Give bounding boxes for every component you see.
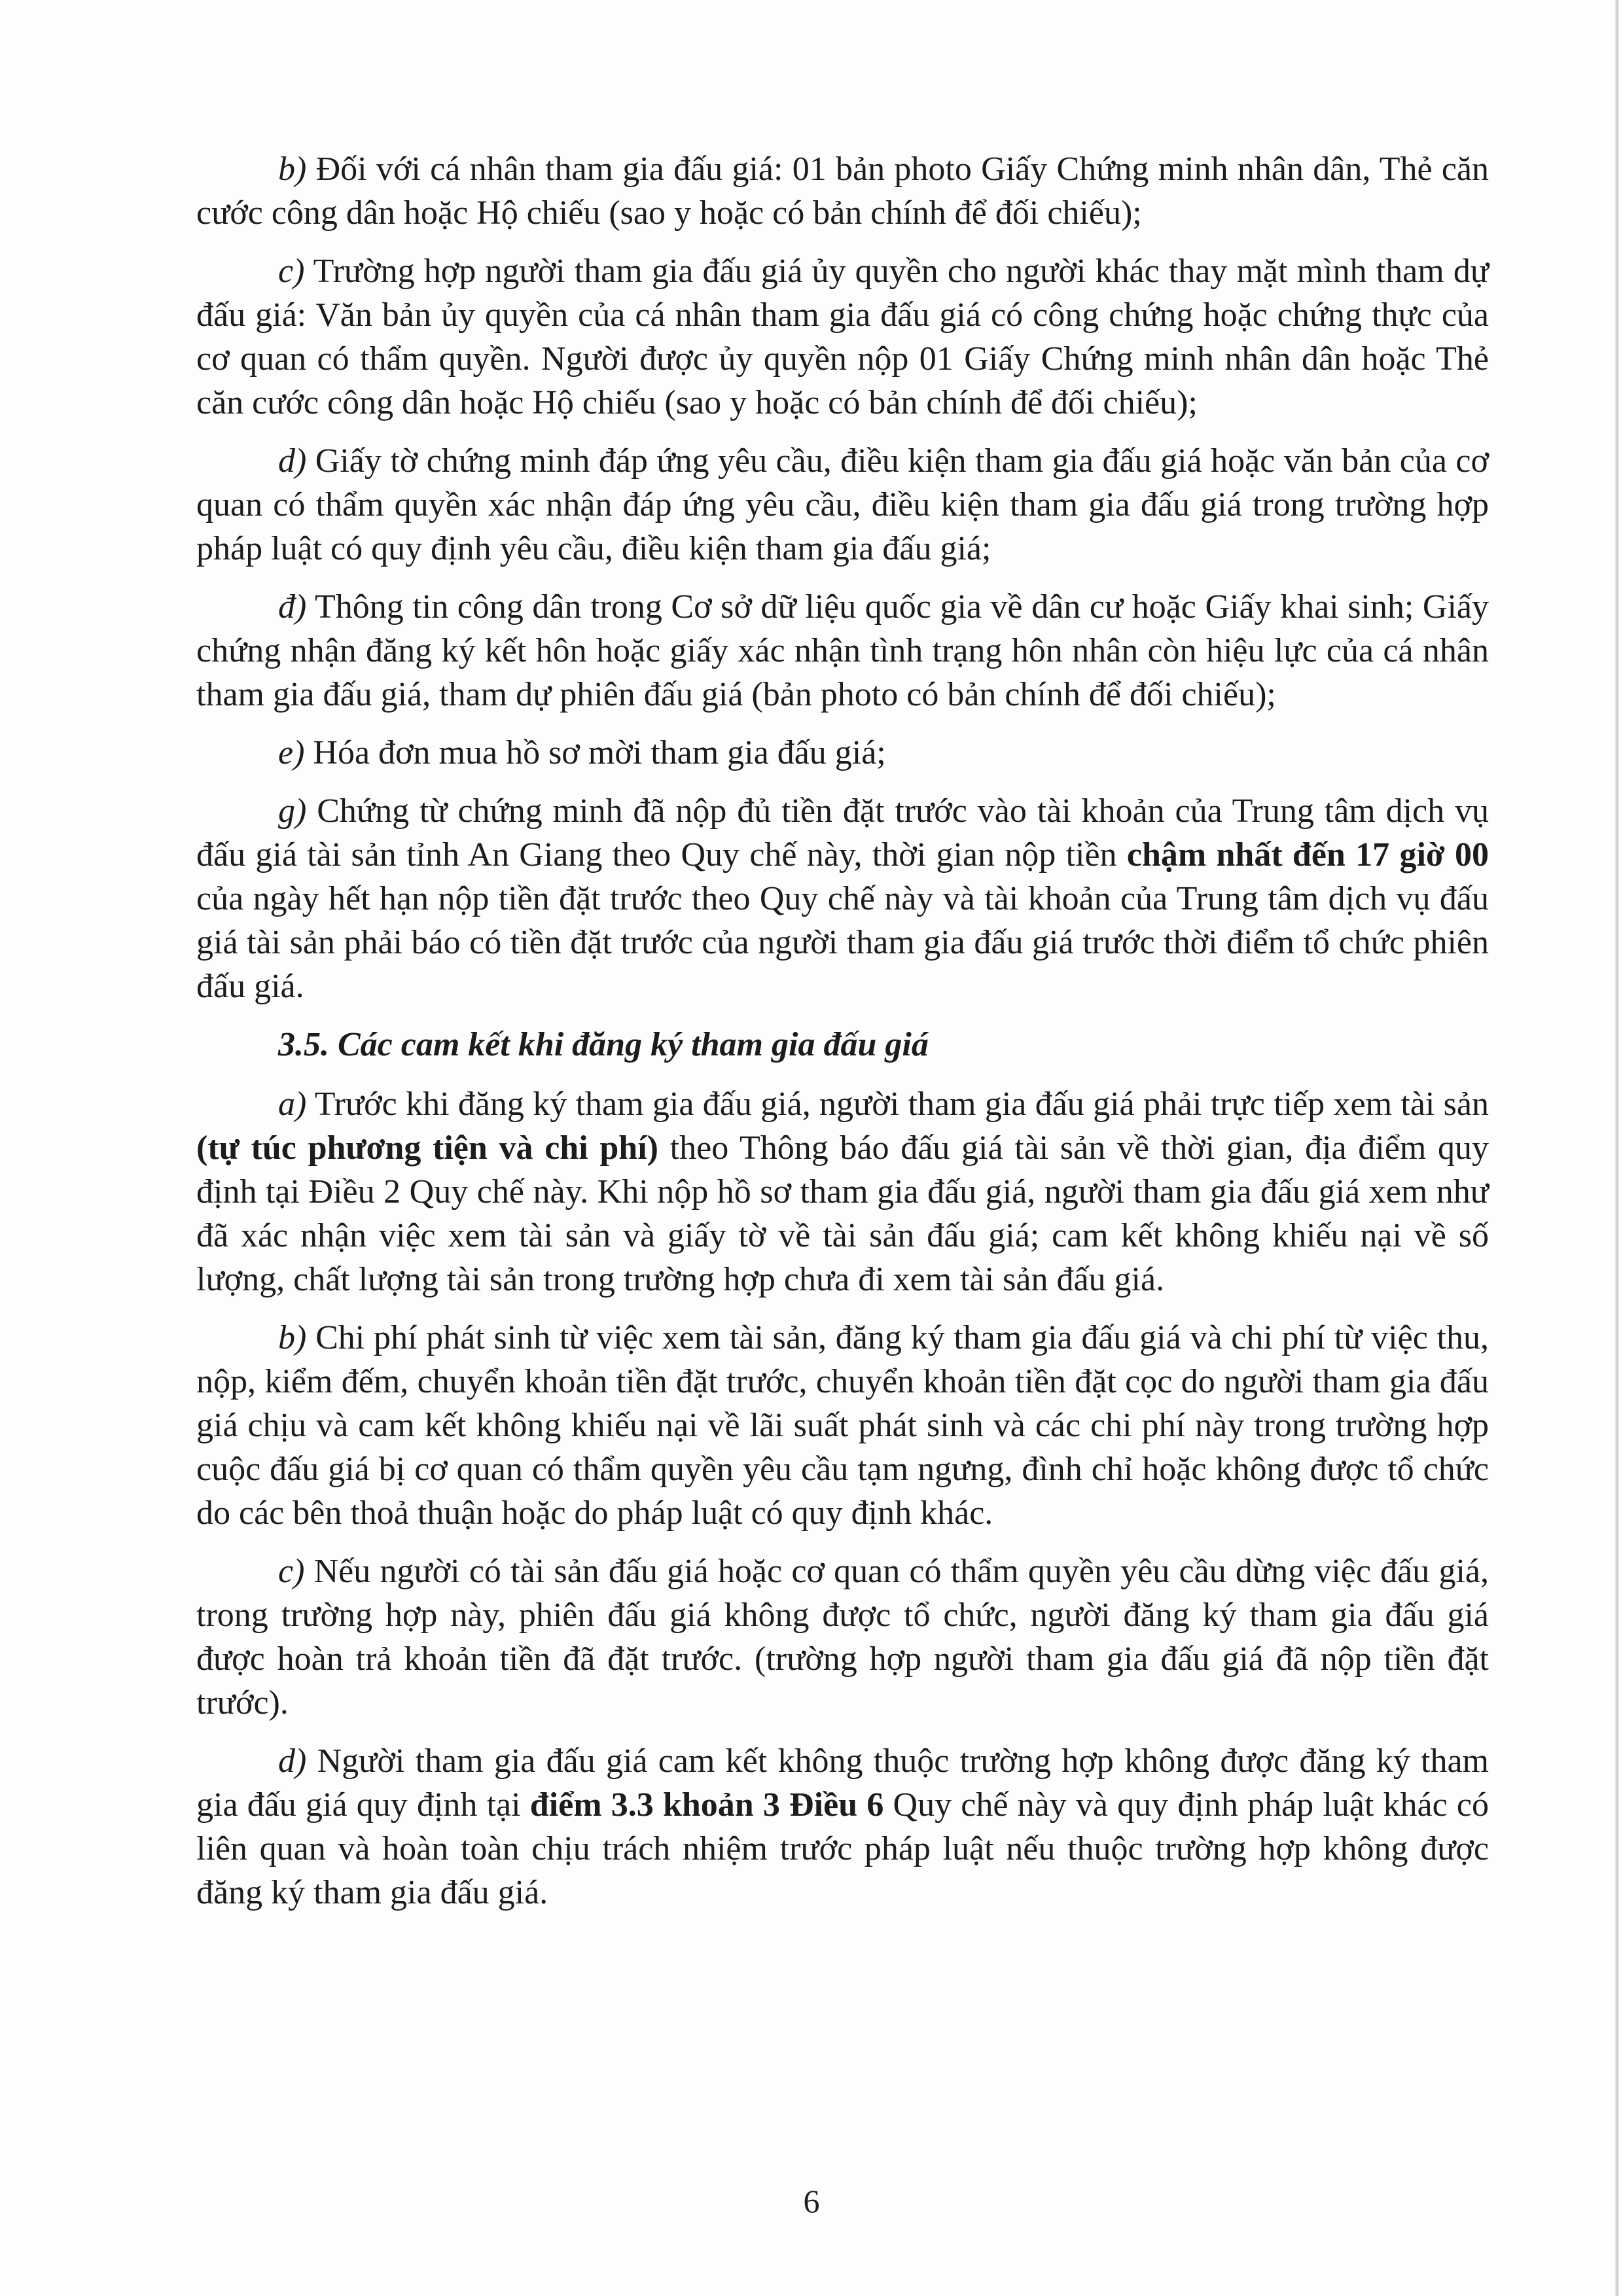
commitment-b-costs — [196, 1316, 1489, 1535]
item-label: d) — [278, 442, 307, 480]
paragraph-text: Chi phí phát sinh từ việc xem tài sản, đăng ký tham gia đấu giá và chi phí từ việc thu, nộp, kiểm đếm, chuyển khoản tiền đặt trước, chuyển khoản tiền đặt cọc do người tham gia đấu giá chịu và cam kết không khiếu nại về lãi suất phát sinh và các chi phí này trong trường hợp cuộc đấu giá bị cơ quan có thẩm quyền yêu cầu tạm ngưng, đình chỉ hoặc không được tổ chức do các bên thoả thuận hoặc do pháp luật có quy định khác. — [196, 1319, 1489, 1532]
item-label: đ) — [278, 588, 307, 626]
paragraph-b-personal-id — [196, 147, 1489, 235]
item-label: b) — [278, 150, 307, 188]
reference-emphasis: điểm 3.3 khoản 3 Điều 6 — [529, 1786, 884, 1824]
paragraph-text: Chứng từ chứng minh đã nộp đủ tiền đặt trước vào tài khoản của Trung tâm dịch vụ đấu giá tài sản tỉnh An Giang theo Quy chế này, thời gian nộp tiền — [196, 792, 1489, 874]
paragraph-c-authorization — [196, 249, 1489, 425]
section-heading-3-5: 3.5. Các cam kết khi đăng ký tham gia đấu giá — [278, 1026, 929, 1063]
self-funded-emphasis: (tự túc phương tiện và chi phí) — [196, 1129, 658, 1167]
item-label: g) — [278, 792, 307, 830]
paragraph-text: Trường hợp người tham gia đấu giá ủy quyền cho người khác thay mặt mình tham dự đấu giá: Văn bản ủy quyền của cá nhân tham gia đấu giá có công chứng hoặc chứng thực của cơ quan có thẩm quyền. Người được ủy quyền nộp 01 Giấy Chứng minh nhân dân hoặc Thẻ căn cước công dân hoặc Hộ chiếu (sao y hoặc có bản chính để đối chiếu); — [196, 253, 1489, 421]
item-label: c) — [278, 253, 305, 290]
commitment-c-auction-stop — [196, 1549, 1489, 1725]
item-label: b) — [278, 1319, 307, 1356]
paragraph-d-eligibility-docs — [196, 439, 1489, 571]
paragraph-text: Thông tin công dân trong Cơ sở dữ liệu quốc gia về dân cư hoặc Giấy khai sinh; Giấy chứng nhận đăng ký kết hôn hoặc giấy xác nhận tình trạng hôn nhân còn hiệu lực của cá nhân tham gia đấu giá, tham dự phiên đấu giá (bản photo có bản chính để đối chiếu); — [196, 588, 1489, 713]
paragraph-text: Đối với cá nhân tham gia đấu giá: 01 bản photo Giấy Chứng minh nhân dân, Thẻ căn cước công dân hoặc Hộ chiếu (sao y hoặc có bản chính để đối chiếu); — [196, 150, 1489, 232]
page-number: 6 — [803, 2183, 820, 2219]
paragraph-dd-citizen-info — [196, 585, 1489, 716]
item-label: a) — [278, 1086, 307, 1123]
item-label: d) — [278, 1742, 307, 1780]
paragraph-text: Hóa đơn mua hồ sơ mời tham gia đấu giá; — [304, 734, 886, 771]
commitment-d-not-excluded — [196, 1739, 1489, 1915]
paragraph-text: của ngày hết hạn nộp tiền đặt trước theo Quy chế này và tài khoản của Trung tâm dịch vụ đấu giá tài sản phải báo có tiền đặt trước của người tham gia đấu giá trước thời điểm tổ chức phiên đấu giá. — [196, 880, 1489, 1005]
scan-edge-line — [1615, 0, 1619, 2296]
paragraph-g-deposit-proof — [196, 789, 1489, 1008]
paragraph-text: theo Thông báo đấu giá tài sản về thời gian, địa điểm quy định tại Điều 2 Quy chế này. Khi nộp hồ sơ tham gia đấu giá, người tham gia đấu giá xem như đã xác nhận việc xem tài sản và giấy tờ về tài sản đấu giá; cam kết không khiếu nại về số lượng, chất lượng tài sản trong trường hợp chưa đi xem tài sản đấu giá. — [196, 1129, 1489, 1298]
paragraph-e-invoice — [196, 731, 1489, 775]
deadline-emphasis: chậm nhất đến 17 giờ 00 — [1126, 836, 1489, 874]
paragraph-text: Quy chế này và quy định pháp luật khác có liên quan và hoàn toàn chịu trách nhiệm trước pháp luật nếu thuộc trường hợp không được đăng ký tham gia đấu giá. — [196, 1786, 1489, 1911]
document-body — [196, 147, 1489, 1929]
paragraph-text: Giấy tờ chứng minh đáp ứng yêu cầu, điều kiện tham gia đấu giá hoặc văn bản của cơ quan có thẩm quyền xác nhận đáp ứng yêu cầu, điều kiện tham gia đấu giá trong trường hợp pháp luật có quy định yêu cầu, điều kiện tham gia đấu giá; — [196, 442, 1489, 567]
commitment-a-inspect-asset — [196, 1082, 1489, 1301]
item-label: c) — [278, 1553, 305, 1590]
paragraph-text: Người tham gia đấu giá cam kết không thuộc trường hợp không được đăng ký tham gia đấu giá quy định tại — [196, 1742, 1489, 1824]
paragraph-text: Trước khi đăng ký tham gia đấu giá, người tham gia đấu giá phải trực tiếp xem tài sản — [306, 1086, 1489, 1123]
paragraph-text: Nếu người có tài sản đấu giá hoặc cơ quan có thẩm quyền yêu cầu dừng việc đấu giá, trong trường hợp này, phiên đấu giá không được tổ chức, người đăng ký tham gia đấu giá được hoàn trả khoản tiền đã đặt trước. (trường hợp người tham gia đấu giá đã nộp tiền đặt trước). — [196, 1553, 1489, 1722]
item-label: e) — [278, 734, 305, 771]
